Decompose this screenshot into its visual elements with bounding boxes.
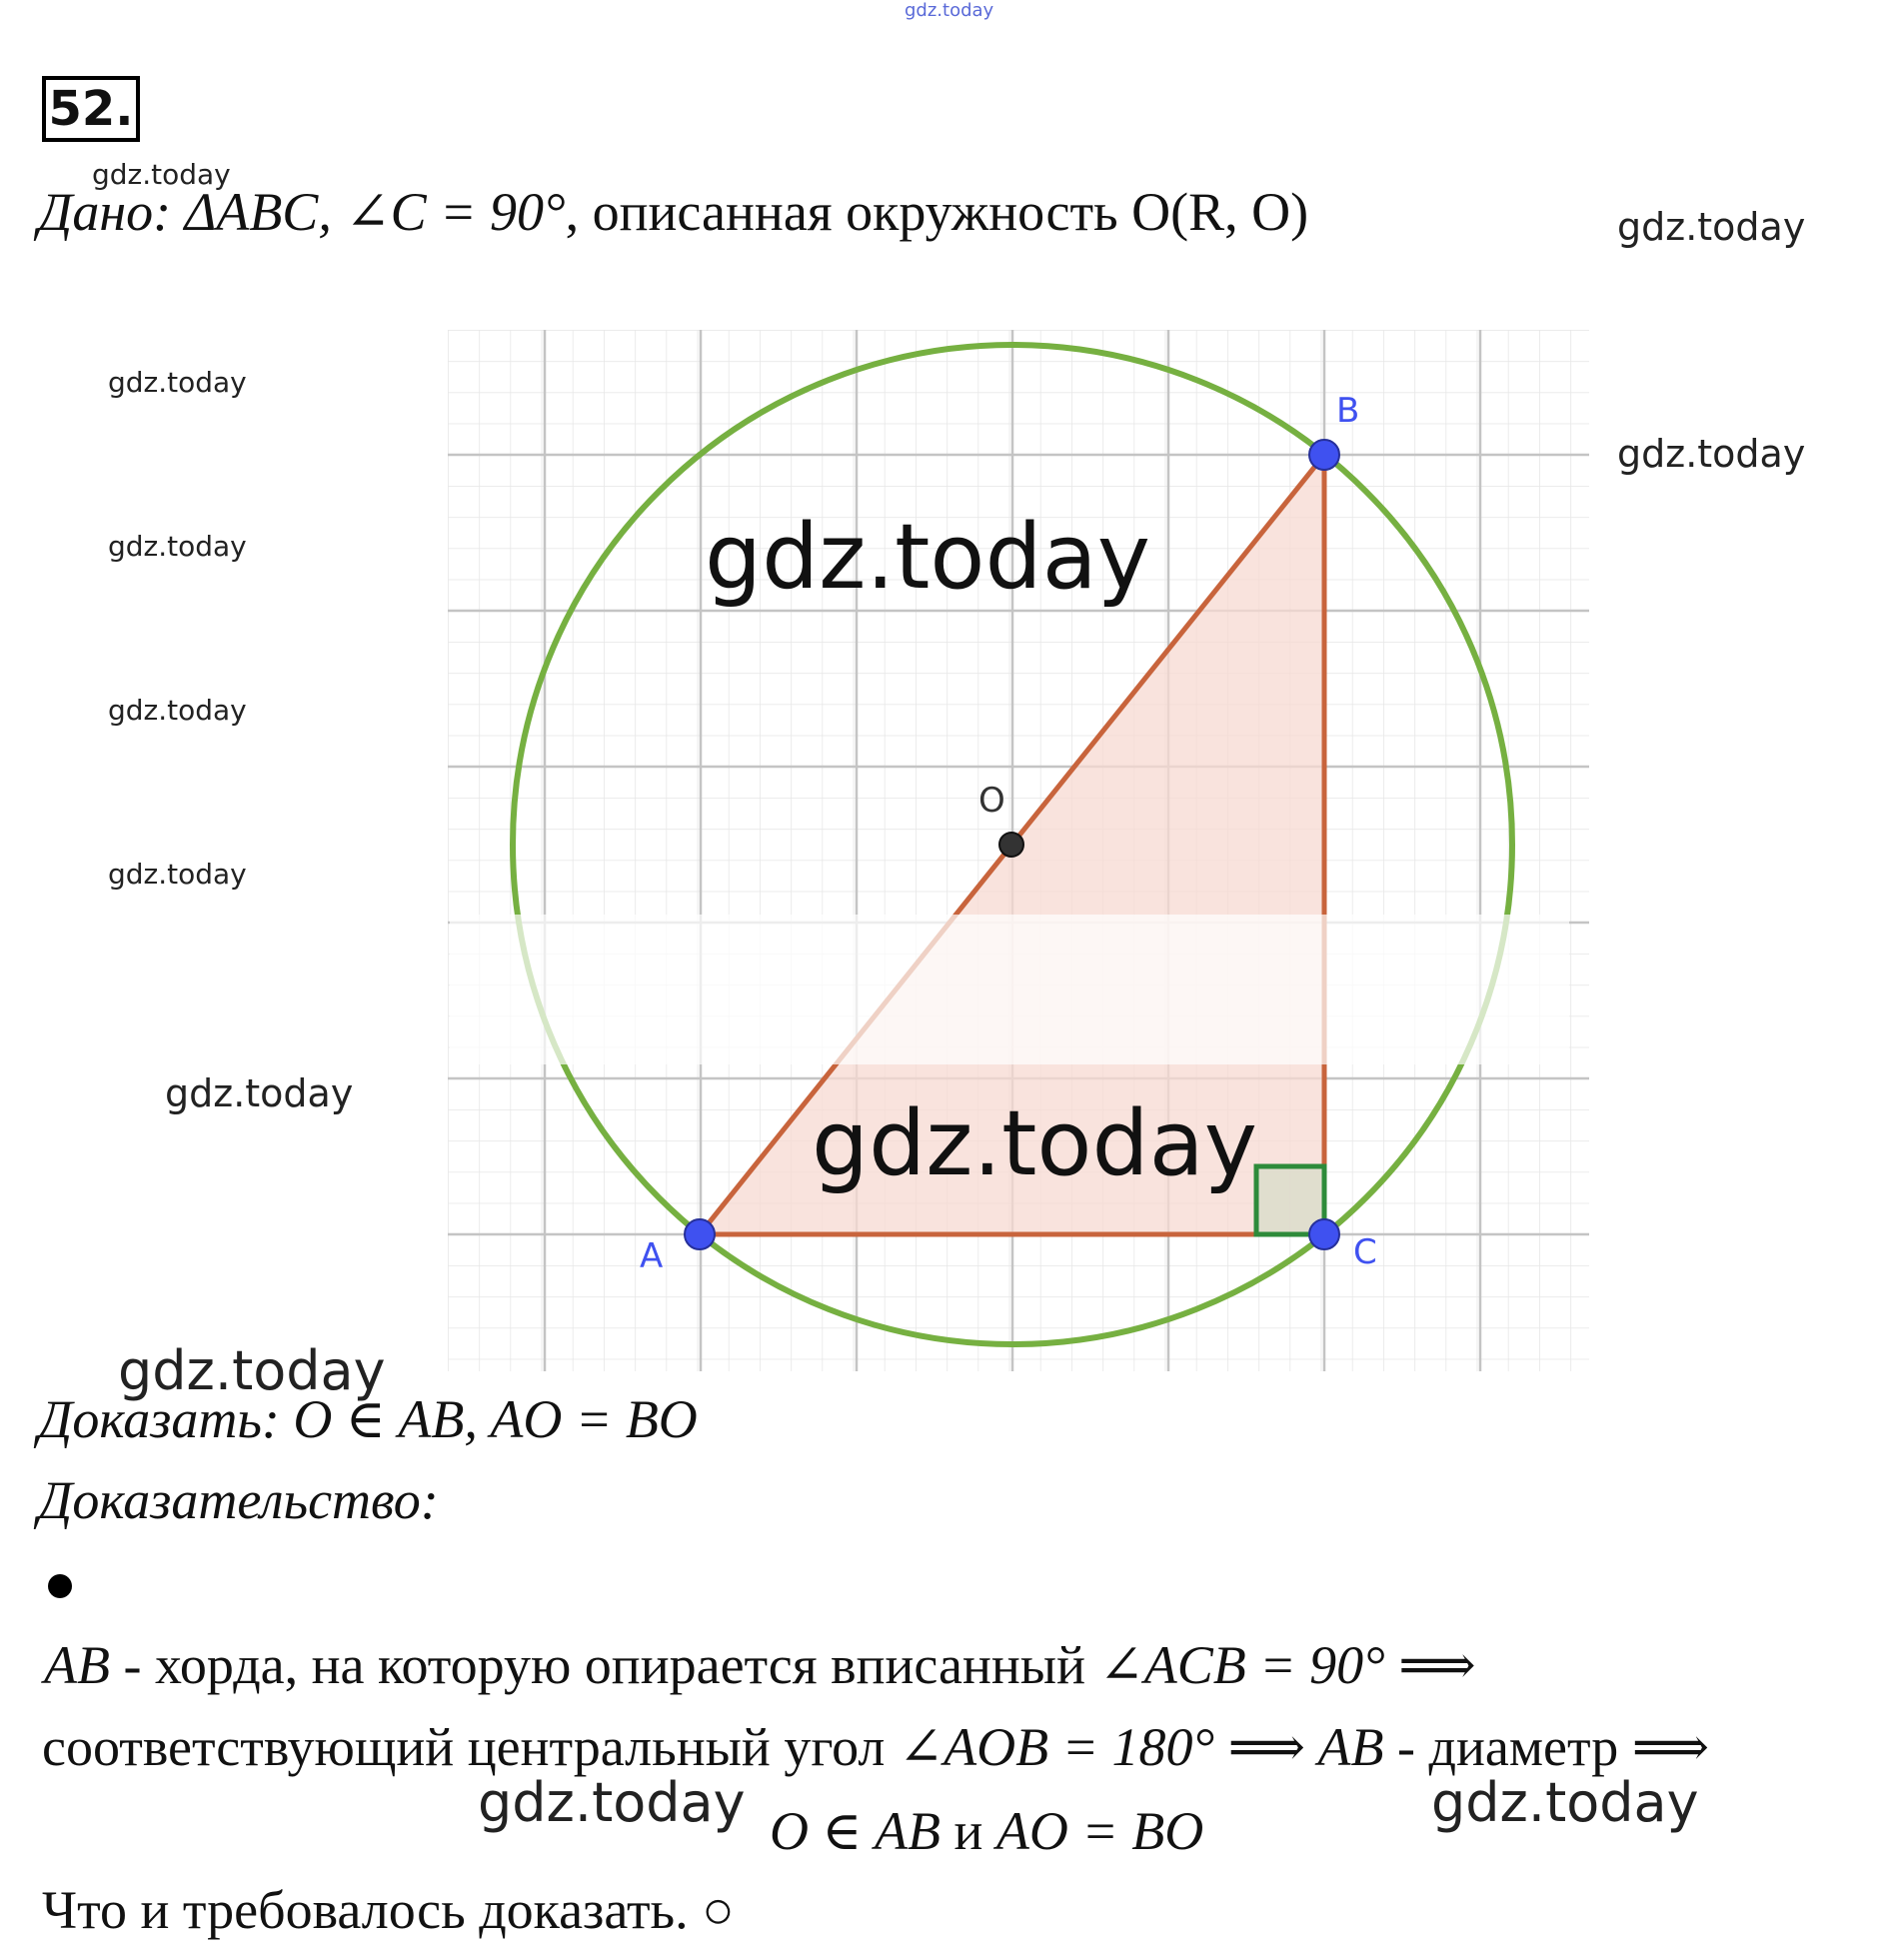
prove-label: Доказать — [38, 1389, 262, 1449]
proof-line-2 — [42, 1715, 1709, 1778]
proof-line1-b: - хорда, на которую опирается вписанный — [109, 1635, 1099, 1695]
proof-line-3 — [770, 1799, 1203, 1862]
proof-line3-a: O ∈ AB — [770, 1801, 941, 1861]
conclusion: Что и требовалось доказать. ○ — [42, 1880, 735, 1940]
proof-line-1 — [44, 1633, 1476, 1696]
geometry-figure — [440, 320, 1599, 1379]
watermark: gdz.today — [108, 530, 247, 563]
proof-line1-a: AB — [44, 1635, 110, 1695]
prove-expr: : O ∈ AB, AO = BO — [261, 1389, 698, 1449]
proof-line2-c: - диаметр ⟹ — [1383, 1717, 1710, 1777]
proof-label: Доказательство: — [38, 1470, 439, 1530]
given-text: , описанная окружность O(R, O) — [565, 182, 1309, 242]
watermark: gdz.today — [1617, 205, 1806, 249]
given-label: Дано — [38, 182, 154, 242]
problem-number: 52. — [42, 76, 140, 142]
watermark-top: gdz.today — [905, 0, 994, 21]
watermark: gdz.today — [92, 158, 231, 191]
point-c — [1309, 1219, 1339, 1249]
watermark-large: gdz.today — [812, 1091, 1258, 1196]
watermark: gdz.today — [165, 1071, 354, 1115]
watermark: gdz.today — [108, 858, 247, 891]
proof-line1-c: ∠ACB = 90° ⟹ — [1098, 1635, 1476, 1695]
watermark-band — [450, 915, 1569, 1064]
watermark: gdz.today — [478, 1771, 746, 1834]
given-expr: : ΔABC, ∠C = 90° — [153, 182, 566, 242]
point-a — [685, 1219, 715, 1249]
proof-line2-a: соответствующий центральный угол — [42, 1717, 899, 1777]
watermark: gdz.today — [108, 694, 247, 727]
watermark-large: gdz.today — [705, 505, 1151, 610]
watermark: gdz.today — [108, 366, 247, 399]
label-o: O — [978, 781, 1005, 821]
point-o — [999, 833, 1023, 857]
proof-line3-c: AO = BO — [995, 1801, 1204, 1861]
point-b — [1309, 440, 1339, 470]
label-a: A — [640, 1236, 664, 1276]
watermark: gdz.today — [118, 1339, 386, 1402]
bullet — [48, 1574, 72, 1598]
prove-line — [38, 1387, 698, 1450]
given-line — [38, 180, 1308, 243]
label-b: B — [1336, 391, 1360, 431]
proof-line3-b: и — [940, 1801, 996, 1861]
watermark: gdz.today — [1617, 432, 1806, 476]
label-c: C — [1353, 1232, 1377, 1272]
proof-line2-b: ∠AOB = 180° ⟹ AB — [898, 1717, 1384, 1777]
watermark: gdz.today — [1431, 1771, 1699, 1834]
